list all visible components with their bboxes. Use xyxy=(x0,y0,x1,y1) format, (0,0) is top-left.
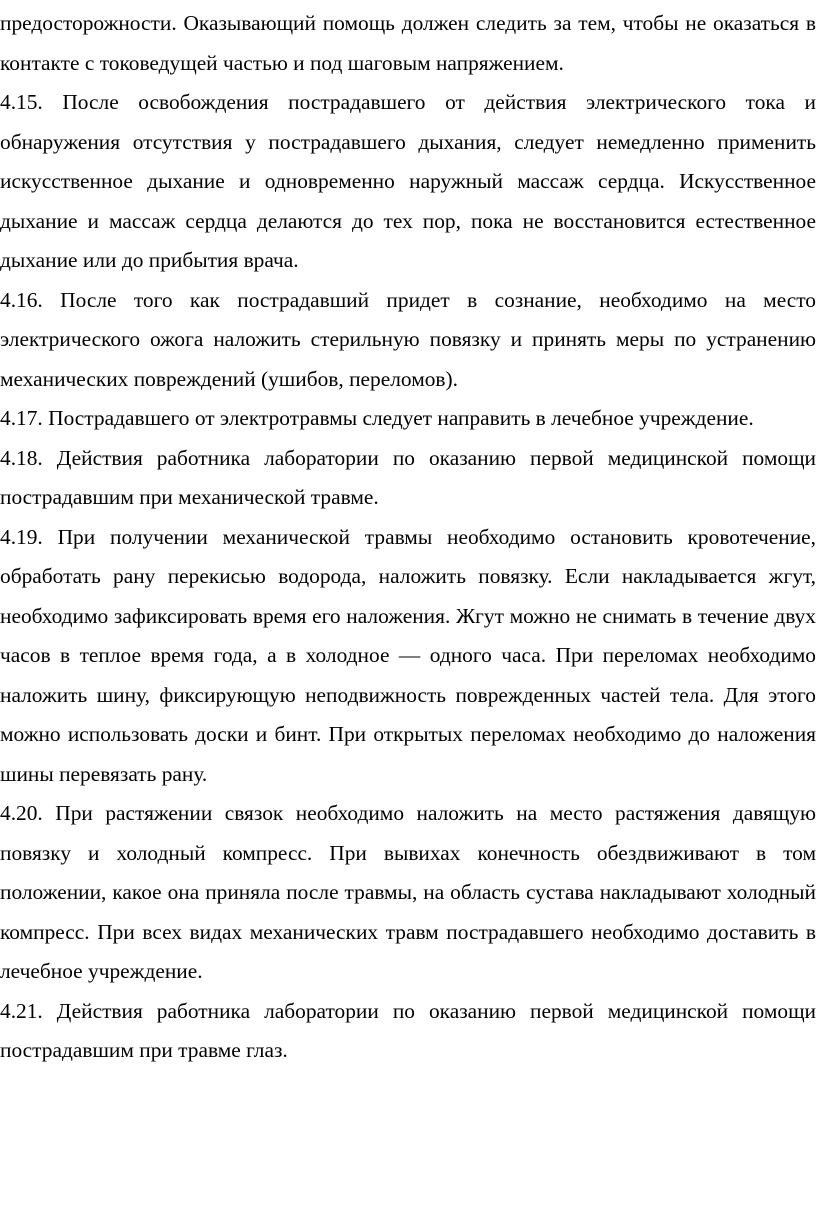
paragraph-continuation: предосторожности. Оказывающий помощь должен следить за тем, чтобы не оказаться в контакте с токоведущей частью и под шаговым напряжением. xyxy=(0,11,816,75)
paragraph-4-20: 4.20. При растяжении связок необходимо наложить на место растяжения давящую повязку и холодный компресс. При вывихах конечность обездвиживают в том положении, какое она приняла после травмы, на область сустава накладывают холодный компресс. При всех видах механических травм пострадавшего необходимо доставить в лечебное учреждение. xyxy=(0,801,816,983)
paragraph-4-18: 4.18. Действия работника лаборатории по оказанию первой медицинской помощи пострадавшим при механической травме. xyxy=(0,445,816,509)
paragraph-4-15: 4.15. После освобождения пострадавшего от действия электрического тока и обнаружения отсутствия у пострадавшего дыхания, следует немедленно применить искусственное дыхание и одновременно наружный массаж сердца. Искусственное дыхание и массаж сердца делаются до тех пор, пока не восстановится естественное дыхание или до прибытия врача. xyxy=(0,90,816,272)
paragraph-4-16: 4.16. После того как пострадавший придет в сознание, необходимо на место электрического ожога наложить стерильную повязку и принять меры по устранению механических повреждений (ушибов, переломов). xyxy=(0,287,816,391)
paragraph-4-19: 4.19. При получении механической травмы необходимо остановить кровотечение, обработать рану перекисью водорода, наложить повязку. Если накладывается жгут, необходимо зафиксировать время его наложения. Жгут можно не снимать в течение двух часов в теплое время года, а в холодное — одного часа. При переломах необходимо наложить шину, фиксирующую неподвижность поврежденных частей тела. Для этого можно использовать доски и бинт. При открытых переломах необходимо до наложения шины перевязать рану. xyxy=(0,524,816,786)
paragraph-4-17: 4.17. Пострадавшего от электротравмы следует направить в лечебное учреждение. xyxy=(0,406,754,430)
paragraph-4-21: 4.21. Действия работника лаборатории по оказанию первой медицинской помощи пострадавшим при травме глаз. xyxy=(0,998,816,1062)
